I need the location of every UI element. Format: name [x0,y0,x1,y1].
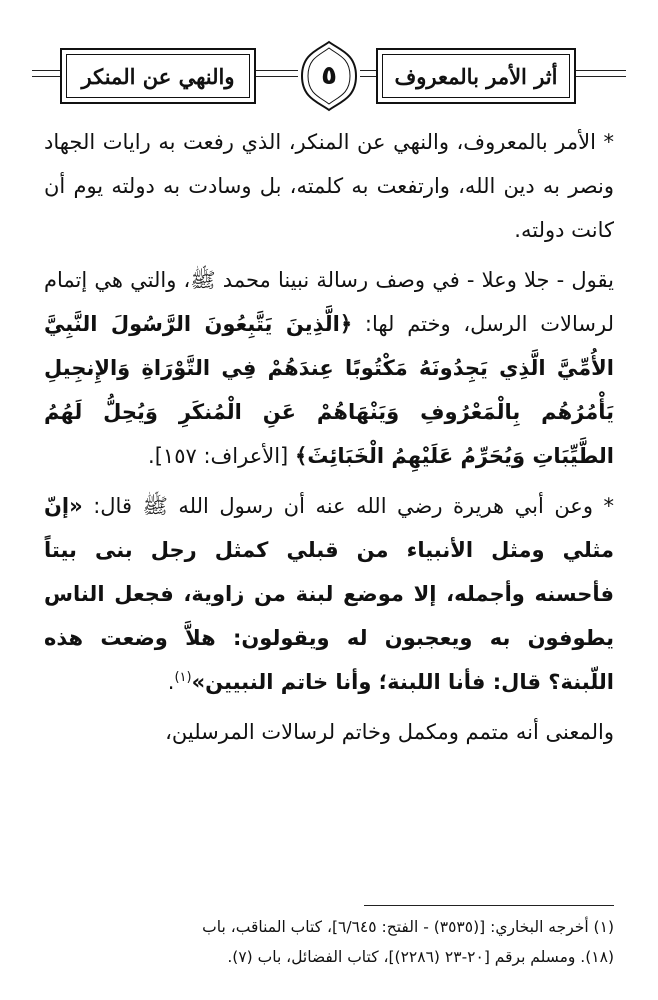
page-number: ٥ [321,61,337,91]
footnote-separator [364,905,614,906]
footnote-1-line-1: (١) أخرجه البخاري: [(٣٥٣٥) - الفتح: ٦/٦٤٥]، كتاب المناقب، باب [202,918,614,936]
paragraph-3-intro: * وعن أبي هريرة رضي الله عنه أن رسول الله ﷺ قال: [93,494,614,518]
quran-verse: ﴿الَّذِينَ يَتَّبِعُونَ الرَّسُولَ النَّبِيَّ الأُمِّيَّ الَّذِي يَجِدُونَهُ مَكْتُوبًا عِندَهُمْ فِي التَّوْرَاةِ وَالإِنجِيلِ يَأْمُرُهُم بِالْمَعْرُوفِ وَيَنْهَاهُمْ عَنِ الْمُنكَرِ وَيُحِلُّ لَهُمُ الطَّيِّبَاتِ وَيُحَرِّمُ عَلَيْهِمُ الْخَبَائِثَ﴾ [44,312,614,468]
paragraph-1: * الأمر بالمعروف، والنهي عن المنكر، الذي رفعت به رايات الجهاد ونصر به دين الله، وارتفعت به كلمته، بل وسادت به دولته يوم أن كانت دولته. [44,130,614,242]
header-title-box-left [60,48,256,104]
header-title-left: والنهي عن المنكر [81,63,235,89]
header-title-right: أثر الأمر بالمعروف [394,63,558,89]
paragraph-3-end: . [167,670,175,694]
paragraph-2-intro: يقول - جلا وعلا - في وصف رسالة نبينا محمد ﷺ، والتي هي إتمام لرسالات الرسل، وختم لها: [44,268,614,336]
paragraph-2 [44,258,614,478]
page-header [32,30,626,120]
footnote-ref-1[interactable]: (١) [174,670,192,685]
paragraph-3 [44,484,614,704]
paragraph-4: والمعنى أنه متمم ومكمل وخاتم لرسالات المرسلين، [165,720,614,744]
footnote-1-line-2: (١٨). ومسلم برقم [٢٠-٢٣ (٢٢٨٦)]، كتاب الفضائل، باب (٧). [227,948,614,966]
footnotes [44,912,614,972]
header-title-box-right [376,48,576,104]
quran-reference: [الأعراف: ١٥٧]. [148,444,289,468]
hadith-text: «إنّ مثلي ومثل الأنبياء من قبلي كمثل رجل بنى بيتاً فأحسنه وأجمله، إلا موضع لبنة من زاوية، فجعل الناس يطوفون به ويعجبون له ويقولون: هلاَّ وضعت هذه اللّبنة؟ قال: فأنا اللبنة؛ وأنا خاتم النبيين» [44,494,614,694]
page-number-badge [298,40,360,112]
main-text [44,120,614,754]
